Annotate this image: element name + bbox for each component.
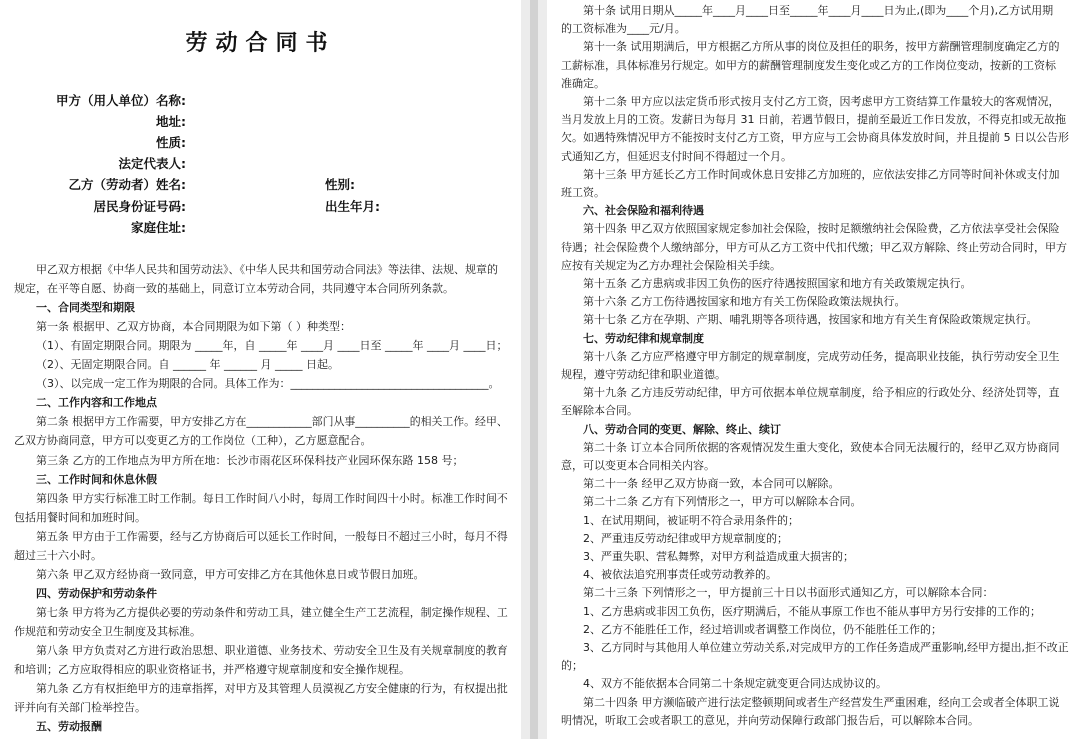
right-text-line: 4、双方不能依据本合同第二十条规定就变更合同达成协议的。 [583, 677, 887, 691]
right-text-line: 3、严重失职、营私舞弊，对甲方利益造成重大损害的； [583, 550, 854, 563]
left-text-line: 第二条 根据甲方工作需要，甲方安排乙方在____________部门从事__________的相关工作。经甲、 [36, 415, 508, 429]
left-text-line: 五、劳动报酬 [36, 720, 102, 734]
right-text-line: 1、在试用期间，被证明不符合录用条件的； [583, 513, 799, 527]
birth-date-label: 出生年月: [325, 199, 380, 214]
left-text-line: 第四条 甲方实行标准工时工作制。每日工作时间八小时，每周工作时间四十小时。标准工作时间不 [36, 491, 508, 505]
right-text-line: 待遇；社会保险费个人缴纳部分，甲方可从乙方工资中代扣代缴；甲乙双方解除、终止劳动合同时，甲方 [561, 240, 1067, 254]
left-text-line: 包括用餐时间和加班时间。 [14, 510, 146, 524]
right-text-line: 第十八条 乙方应严格遵守甲方制定的规章制度，完成劳动任务，提高职业技能，执行劳动安全卫生 [583, 349, 1060, 363]
left-text-line: 规定，在平等自愿、协商一致的基础上，同意订立本劳动合同，共同遵守本合同所列条款。 [14, 282, 454, 296]
right-text-line: 第二十条 订立本合同所依据的客观情况发生重大变化，致使本合同无法履行的，经甲乙双方协商同 [583, 440, 1060, 454]
right-text-line: 第十条 试用日期从_____年____月____日至_____年____月____日为止,(即为____个月),乙方试用期 [583, 4, 1054, 17]
page-gap [521, 0, 547, 739]
right-text-line: 第十二条 甲方应以法定货币形式按月支付乙方工资，因考虑甲方工资结算工作量较大的客观情况， [583, 95, 1060, 108]
right-text-line: 准确定。 [561, 76, 605, 90]
right-text-line: 第二十四条 甲方濒临破产进行法定整顿期间或者生产经营发生严重困难，经向工会或者全体职工说 [583, 695, 1060, 709]
right-text-line: 七、劳动纪律和规章制度 [583, 331, 704, 345]
left-text-line: 第七条 甲方将为乙方提供必要的劳动条件和劳动工具，建立健全生产工艺流程，制定操作规程、工 [36, 605, 508, 619]
left-text-line: 第三条 乙方的工作地点为甲方所在地：长沙市雨花区环保科技产业园环保东路 158 号； [36, 453, 464, 467]
party-b-label: 乙方（劳动者）姓名: [68, 177, 186, 192]
right-text-line: 2、乙方不能胜任工作，经过培训或者调整工作岗位，仍不能胜任工作的； [583, 622, 942, 636]
right-text-line: 第十一条 试用期满后，甲方根据乙方所从事的岗位及担任的职务，按甲方薪酬管理制度确定乙方的 [583, 40, 1060, 54]
left-text-line: 三、工作时间和休息休假 [36, 472, 157, 486]
left-text-line: 第八条 甲方负责对乙方进行政治思想、职业道德、业务技术、劳动安全卫生及有关规章制度的教育 [36, 644, 508, 657]
legal-rep-label: 法定代表人: [118, 156, 186, 171]
right-text-line: 第十五条 乙方患病或非因工负伤的医疗待遇按照国家和地方有关政策规定执行。 [583, 277, 972, 290]
right-text-line: 欠。如遇特殊情况甲方不能按时支付乙方工资，甲方应与工会协商具体发放时间，并且提前 5 日以公告形 [561, 131, 1069, 145]
party-a-label: 甲方（用人单位）名称: [56, 93, 186, 108]
left-text-line: 第九条 乙方有权拒绝甲方的违章指挥，对甲方及其管理人员漠视乙方安全健康的行为，有权提出批 [36, 682, 508, 696]
left-text-line: （2）、无固定期限合同。自 ______ 年 ______ 月 _____ 日起。 [36, 358, 339, 372]
document-title: 劳动合同书 [185, 31, 336, 56]
left-text-line: 超过三十六小时。 [14, 548, 102, 562]
right-text-line: 第十三条 甲方延长乙方工作时间或休息日安排乙方加班的，应依法安排乙方同等时间补休或支付加 [583, 167, 1060, 181]
right-text-line: 第十九条 乙方违反劳动纪律，甲方可依据本单位规章制度，给予相应的行政处分、经济处罚等，直 [583, 386, 1060, 400]
left-text-line: 第一条 根据甲、乙双方协商，本合同期限为如下第（ ）种类型： [36, 320, 351, 334]
right-text-line: 第二十三条 下列情形之一，甲方提前三十日以书面形式通知乙方，可以解除本合同： [583, 586, 994, 600]
left-text-line: （1）、有固定期限合同。期限为 _____年，自 _____年 ____月 ____日至 _____年 ____月 ____日； [36, 339, 508, 353]
right-text-line: 规程，遵守劳动纪律和职业道德。 [561, 368, 726, 381]
document-page-right [547, 0, 1080, 739]
right-text-line: 第二十一条 经甲乙双方协商一致，本合同可以解除。 [583, 477, 840, 491]
right-text-line: 式通知乙方，但延迟支付时间不得超过一个月。 [561, 149, 792, 163]
right-text-line: 八、劳动合同的变更、解除、终止、续订 [583, 422, 781, 436]
right-text-line: 六、社会保险和福利待遇 [583, 204, 704, 218]
right-text-line: 第二十二条 乙方有下列情形之一，甲方可以解除本合同。 [583, 495, 862, 509]
right-text-line: 的； [561, 659, 583, 673]
right-text-line: 工薪标准，具体标准另行规定。如甲方的薪酬管理制度发生变化或乙方的工作岗位变动，按新的工资标 [561, 58, 1056, 72]
left-text-line: （3）、以完成一定工作为期限的合同。具体工作为：____________________________________。 [36, 377, 500, 391]
left-text-line: 和培训；乙方应取得相应的职业资格证书，并严格遵守规章制度和安全操作规程。 [14, 663, 410, 677]
gender-label: 性别: [325, 177, 355, 192]
right-text-line: 至解除本合同。 [561, 404, 638, 418]
address-label: 地址: [156, 114, 186, 129]
right-text-line: 的工资标准为____元/月。 [561, 22, 686, 36]
right-text-line: 意，可以变更本合同相关内容。 [561, 459, 715, 472]
right-text-line: 第十六条 乙方工伤待遇按国家和地方有关工伤保险政策法规执行。 [583, 295, 906, 309]
left-text-line: 第六条 甲乙双方经协商一致同意，甲方可安排乙方在其他休息日或节假日加班。 [36, 567, 425, 581]
right-text-line: 班工资。 [561, 186, 605, 199]
id-number-label: 居民身份证号码: [93, 199, 186, 214]
right-text-line: 当月发放上月的工资。发薪日为每月 31 日前，若遇节假日，提前至最近工作日发放，不得克扣或无故拖 [561, 113, 1066, 127]
left-text-line: 二、工作内容和工作地点 [36, 396, 157, 410]
right-text-line: 第十四条 甲乙双方依照国家规定参加社会保险，按时足额缴纳社会保险费，乙方依法享受社会保险 [583, 222, 1060, 236]
document-page-left [0, 0, 521, 739]
right-text-line: 明情况，听取工会或者职工的意见，并向劳动保障行政部门报告后，可以解除本合同。 [561, 713, 979, 727]
left-text-line: 乙双方协商同意，甲方可以变更乙方的工作岗位（工种），乙方愿意配合。 [14, 434, 372, 448]
left-text-line: 作规范和劳动安全卫生制度及其标准。 [14, 624, 201, 638]
right-text-line: 4、被依法追究刑事责任或劳动教养的。 [583, 568, 777, 582]
left-text-line: 评并向有关部门检举控告。 [14, 701, 146, 715]
left-text-line: 甲乙双方根据《中华人民共和国劳动法》、《中华人民共和国劳动合同法》等法律、法规、规章的 [36, 263, 498, 276]
right-text-line: 2、严重违反劳动纪律或甲方规章制度的； [583, 531, 788, 545]
left-text-line: 第五条 甲方由于工作需要，经与乙方协商后可以延长工作时间，一般每日不超过三小时，每月不得 [36, 529, 508, 543]
left-text-line: 一、合同类型和期限 [36, 301, 135, 315]
right-text-line: 3、乙方同时与其他用人单位建立劳动关系,对完成甲方的工作任务造成严重影响,经甲方提出,拒不改正 [583, 641, 1069, 654]
right-text-line: 应按有关规定为乙方办理社会保险相关手续。 [561, 258, 781, 272]
right-text-line: 第十七条 乙方在孕期、产期、哺乳期等各项待遇，按国家和地方有关生育保险政策规定执行。 [583, 313, 1038, 327]
right-text-line: 1、乙方患病或非因工负伤，医疗期满后，不能从事原工作也不能从事甲方另行安排的工作的； [583, 604, 1041, 618]
nature-label: 性质: [156, 135, 186, 150]
home-address-label: 家庭住址: [131, 220, 186, 235]
left-text-line: 四、劳动保护和劳动条件 [36, 586, 157, 600]
